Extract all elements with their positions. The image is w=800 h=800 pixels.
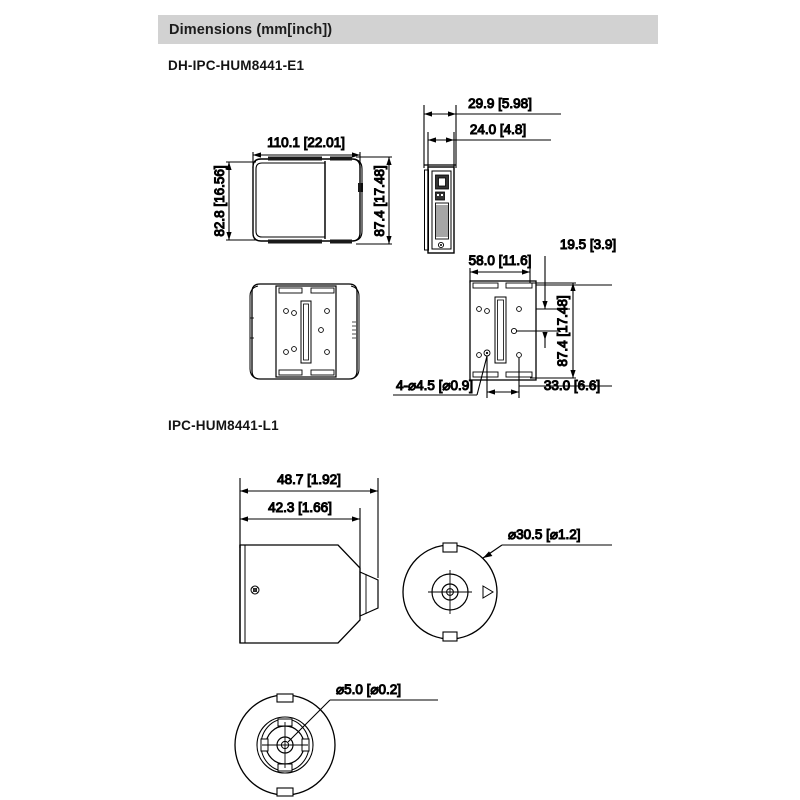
dim-label-length-42: 42.3 [1.66] xyxy=(268,500,332,515)
dim-label-depth-29: 29.9 [5.98] xyxy=(468,96,532,111)
product1-side-view xyxy=(424,165,456,253)
dim-label-hole-spacing-33: 33.0 [6.6] xyxy=(543,378,601,393)
dim-label-mount-offset-19: 19.5 [3.9] xyxy=(559,237,617,252)
dim-label-mount-height-87: 87.4 [17.48] xyxy=(555,295,570,367)
callout-body-diameter xyxy=(483,545,612,558)
dim-label-width-110: 110.1 [22.01] xyxy=(267,135,345,150)
callout-label-body-diameter: ⌀30.5 [⌀1.2] xyxy=(508,527,581,542)
product1-front-view xyxy=(253,157,363,244)
dim-label-height-87: 87.4 [17.48] xyxy=(372,165,387,237)
callout-label-hole-4x45: 4-⌀4.5 [⌀0.9] xyxy=(396,378,474,393)
section-header-title: Dimensions (mm[inch]) xyxy=(169,21,333,38)
dim-label-height-82: 82.8 [16.56] xyxy=(212,165,227,237)
product1-bottom-view xyxy=(250,284,359,379)
dim-label-depth-24: 24.0 [4.8] xyxy=(469,122,527,137)
dim-label-length-48: 48.7 [1.92] xyxy=(277,472,341,487)
product2-side-view xyxy=(240,545,378,643)
dim-height-82 xyxy=(226,162,256,240)
callout-aperture-diameter xyxy=(288,700,438,742)
dim-depth-24 xyxy=(428,132,551,170)
callout-label-aperture-diameter: ⌀5.0 [⌀0.2] xyxy=(336,682,402,697)
product-title-1: DH-IPC-HUM8441-E1 xyxy=(168,58,305,73)
product-title-2: IPC-HUM8441-L1 xyxy=(168,418,279,433)
dim-label-mount-width-58: 58.0 [11.6] xyxy=(468,253,532,268)
dim-length-48 xyxy=(240,478,378,578)
